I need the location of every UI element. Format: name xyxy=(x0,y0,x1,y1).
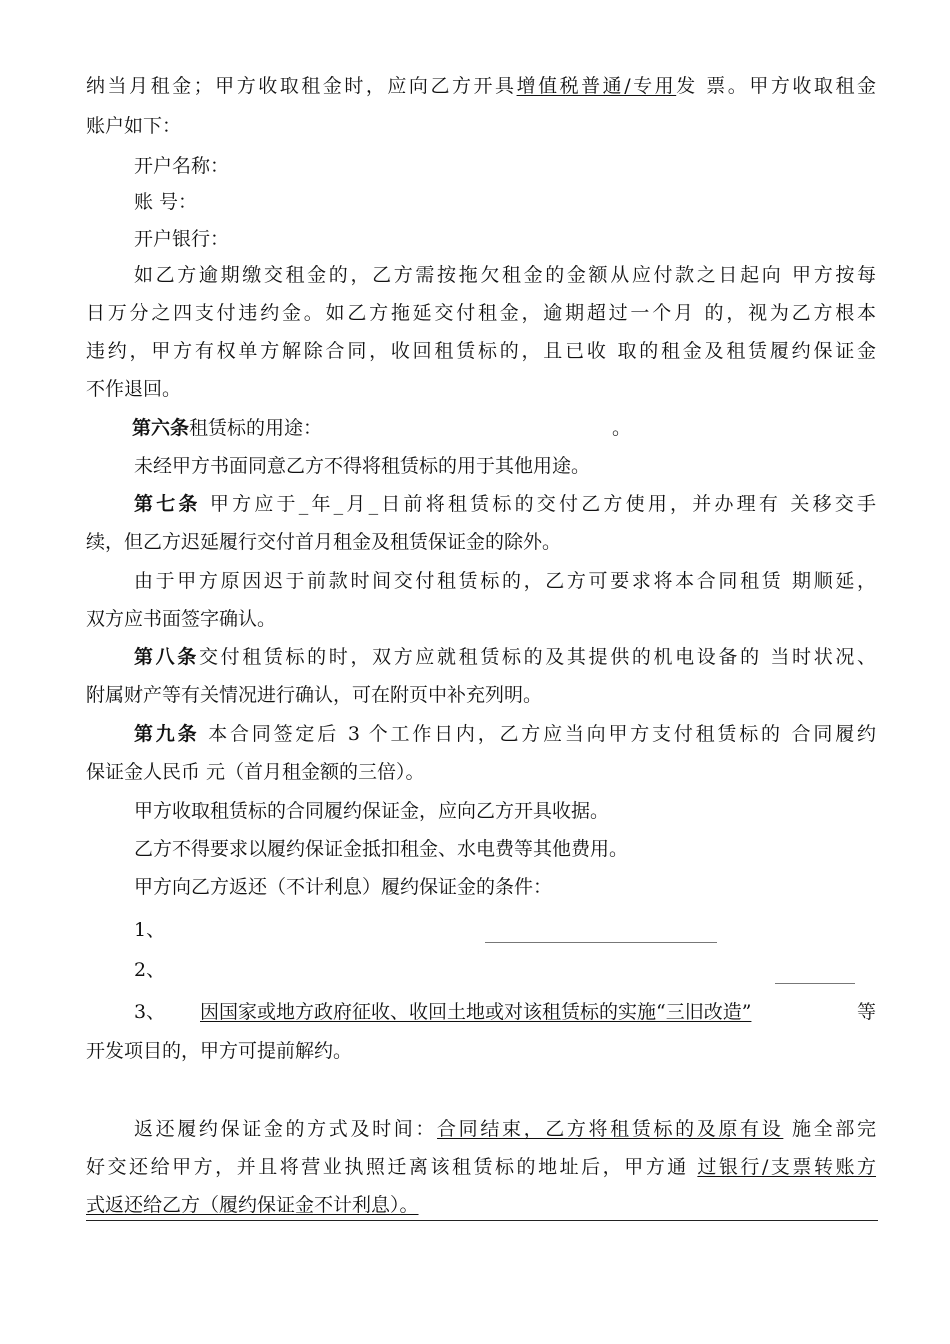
paragraph-line: 账户如下： xyxy=(86,115,182,137)
text-run: 本合同签定后 3 个工作日内，乙方应当向甲方支付租赁标的 合同履约 xyxy=(208,723,876,745)
paragraph-line xyxy=(86,74,876,98)
text-run: 返还履约保证金的方式及时间： xyxy=(134,1118,438,1140)
horizontal-rule xyxy=(86,1220,878,1221)
article-heading: 第八条 xyxy=(134,646,199,668)
text-run: 交付租赁标的时，双方应就租赁标的及其提供的机电设备的 当时状况、 xyxy=(198,646,876,668)
paragraph-line: 附属财产等有关情况进行确认，可在附页中补充列明。 xyxy=(86,684,543,706)
paragraph-line: 未经甲方书面同意乙方不得将租赁标的用于其他用途。 xyxy=(134,455,591,477)
text-run: 发 票。甲方收取租金 xyxy=(676,75,876,97)
paragraph-line: 日万分之四支付违约金。如乙方拖延交付租金，逾期超过一个月 的，视为乙方根本 xyxy=(86,302,876,324)
underlined-text: 式返还给乙方（履约保证金不计利息）。 xyxy=(86,1194,419,1216)
underlined-text: 因国家或地方政府征收、收回土地或对该租赁标的实施“三旧改造” xyxy=(200,1001,752,1023)
account-number-label: 账 号： xyxy=(134,191,198,213)
paragraph-line: 甲方向乙方返还（不计利息）履约保证金的条件： xyxy=(134,876,553,898)
article-8-line xyxy=(134,645,876,669)
text-run: 等 xyxy=(857,1001,877,1023)
article-6-line xyxy=(132,416,322,440)
paragraph-line: 甲方收取租赁标的合同履约保证金，应向乙方开具收据。 xyxy=(134,800,610,822)
account-name-label: 开户名称： xyxy=(134,155,230,177)
account-bank-label: 开户银行： xyxy=(134,228,230,250)
paragraph-line: 续，但乙方迟延履行交付首月租金及租赁保证金的除外。 xyxy=(86,531,562,553)
article-heading: 第六条 xyxy=(132,417,190,439)
paragraph-line: 由于甲方原因迟于前款时间交付租赁标的，乙方可要求将本合同租赁 期顺延， xyxy=(134,570,876,592)
paragraph-line: 保证金人民币 元（首月租金额的三倍）。 xyxy=(86,761,425,783)
paragraph-line: 违约，甲方有权单方解除合同，收回租赁标的，且已收 取的租金及租赁履约保证金 xyxy=(86,340,876,362)
text-run: 纳当月租金；甲方收取租金时，应向乙方开具 xyxy=(86,75,517,97)
paragraph-line: 乙方不得要求以履约保证金抵扣租金、水电费等其他费用。 xyxy=(134,838,629,860)
article-heading: 第九条 xyxy=(134,723,200,745)
underlined-text: 过银行/支票转账方 xyxy=(697,1156,877,1178)
blank-line xyxy=(775,983,855,984)
paragraph-line: 如乙方逾期缴交租金的，乙方需按拖欠租金的金额从应付款之日起向 甲方按每 xyxy=(134,264,876,286)
blank-line xyxy=(485,942,717,943)
return-method-line xyxy=(134,1117,876,1141)
paragraph-line: 开发项目的，甲方可提前解约。 xyxy=(86,1040,353,1062)
paragraph-line xyxy=(86,1155,876,1179)
paragraph-line: 双方应书面签字确认。 xyxy=(86,608,277,630)
text-run: 甲方应于_年_月_日前将租赁标的交付乙方使用，并办理有 关移交手 xyxy=(209,493,876,515)
text-run: 施全部完 xyxy=(792,1118,876,1140)
list-item-number: 3、 xyxy=(134,1001,166,1023)
article-heading: 第七条 xyxy=(134,493,201,515)
underlined-text: 增值税普通/专用 xyxy=(516,75,677,97)
article-7-line xyxy=(134,492,876,516)
text-run: 好交还给甲方，并且将营业执照迁离该租赁标的地址后，甲方通 xyxy=(86,1156,689,1178)
period-mark: 。 xyxy=(612,417,632,439)
list-item-number: 1、 xyxy=(134,919,166,941)
list-item-number: 2、 xyxy=(134,959,166,981)
paragraph-line: 不作退回。 xyxy=(86,378,182,400)
underlined-text: 合同结束，乙方将租赁标的及原有设 xyxy=(437,1118,784,1140)
article-9-line xyxy=(134,722,876,746)
text-run: 租赁标的用途： xyxy=(189,417,323,439)
